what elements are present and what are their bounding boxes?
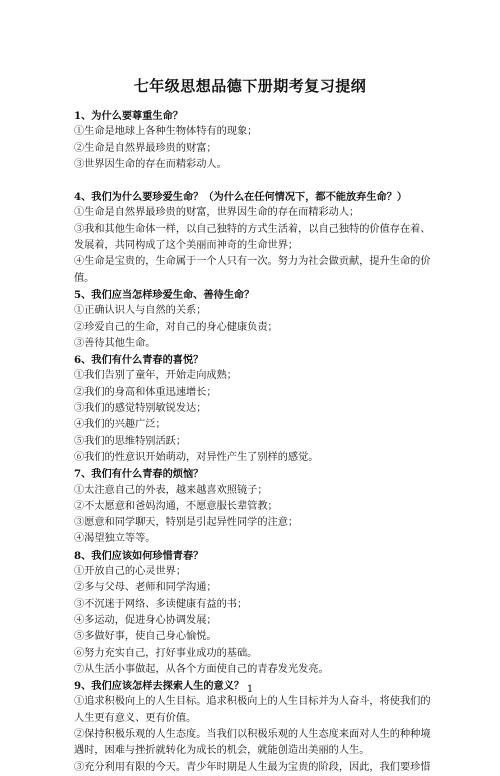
answer-line: ①正确认识人与自然的关系； xyxy=(74,305,207,317)
answer-line: ②不太愿意和爸妈沟通，不愿意服长辈管教； xyxy=(74,500,278,512)
answer-line: ⑤我们的思维特别活跃； xyxy=(74,435,187,447)
question-5: 5、我们应当怎样珍爱生命、善待生命？ xyxy=(74,288,255,301)
answer-line: ②我们的身高和体重迅速增长； xyxy=(74,386,217,398)
answer-line: ③我和其他生命体一样，以自己独特的方式生活着，以自己独特的价值存在着、发展着，共同构成了这个美丽而神奇的生命世界； xyxy=(74,223,431,252)
answer-line: ⑤多做好事，使自己身心愉悦。 xyxy=(74,631,217,643)
answer-line: ⑥努力充实自己，打好事业成功的基础。 xyxy=(74,647,258,659)
section-6 xyxy=(74,352,434,466)
answer-line: ②保持积极乐观的人生态度。当我们以积极乐观的人生态度来面对人生的种种境遇时，困难与挫折就转化为成长的机会，就能创造出美丽的人生。 xyxy=(74,728,431,757)
page-number: 1 xyxy=(246,684,254,695)
document-title: 七年级思想品德下册期考复习提纲 xyxy=(133,77,367,95)
section-1 xyxy=(74,108,434,173)
answer-line: ②生命是自然界最珍贵的财富； xyxy=(74,142,217,154)
question-7: 7、我们有什么青春的烦恼？ xyxy=(74,468,204,481)
answer-line: ③愿意和同学聊天，特别是引起异性同学的注意； xyxy=(74,517,299,529)
section-5 xyxy=(74,287,434,352)
question-6: 6、我们有什么青春的喜悦？ xyxy=(74,354,204,367)
answer-line: ③我们的感觉特别敏锐发达； xyxy=(74,403,207,415)
section-7 xyxy=(74,466,434,547)
answer-line: ①开放自己的心灵世界； xyxy=(74,566,187,578)
question-8: 8、我们应该如何珍惜青春？ xyxy=(74,549,204,562)
section-8 xyxy=(74,548,434,678)
answer-line: ③充分利用有限的今天。青少年时期是人生最为宝贵的阶段，因此，我们要珍惜 xyxy=(74,761,431,773)
question-4: 4、我们为什么要珍爱生命？（为什么在任何情况下，都不能放弃生命？） xyxy=(74,191,408,204)
answer-line: ③不沉迷于网络、多读健康有益的书； xyxy=(74,598,248,610)
answer-line: ④我们的兴趣广泛； xyxy=(74,419,166,431)
outline-content xyxy=(74,108,434,776)
answer-line: ④渴望独立等等。 xyxy=(74,533,156,545)
section-spacer xyxy=(74,173,434,189)
answer-line: ⑥我们的性意识开始萌动，对异性产生了别样的感觉。 xyxy=(74,451,319,463)
question-9: 9、我们应该怎样去探索人生的意义？ xyxy=(74,680,245,693)
answer-line: ④多运动，促进身心协调发展； xyxy=(74,614,217,626)
answer-line: ①生命是地球上各种生物体特有的现象； xyxy=(74,126,258,138)
answer-line: ②珍爱自己的生命，对自己的身心健康负责； xyxy=(74,321,278,333)
answer-line: ①太注意自己的外表，越来越喜欢照镜子； xyxy=(74,484,268,496)
answer-line: ③善待其他生命。 xyxy=(74,337,156,349)
answer-line: ①追求积极向上的人生目标。追求积极向上的人生目标并为人奋斗，将使我们的人生更有意义、更有价值。 xyxy=(74,696,431,724)
answer-line: ⑦从生活小事做起，从各个方面使自己的青春发光发亮。 xyxy=(74,663,329,675)
answer-line: ①生命是自然界最珍贵的财富，世界因生命的存在而精彩动人； xyxy=(74,207,360,219)
answer-line: ①我们告别了童年，开始走向成熟； xyxy=(74,370,237,382)
section-4 xyxy=(74,189,434,287)
answer-line: ④生命是宝贵的，生命属于一个人只有一次。努力为社会做贡献，提升生命的价值。 xyxy=(74,256,431,284)
answer-line: ②多与父母、老师和同学沟通； xyxy=(74,582,217,594)
question-1: 1、为什么要尊重生命？ xyxy=(74,110,183,122)
answer-line: ③世界因生命的存在而精彩动人。 xyxy=(74,158,227,170)
